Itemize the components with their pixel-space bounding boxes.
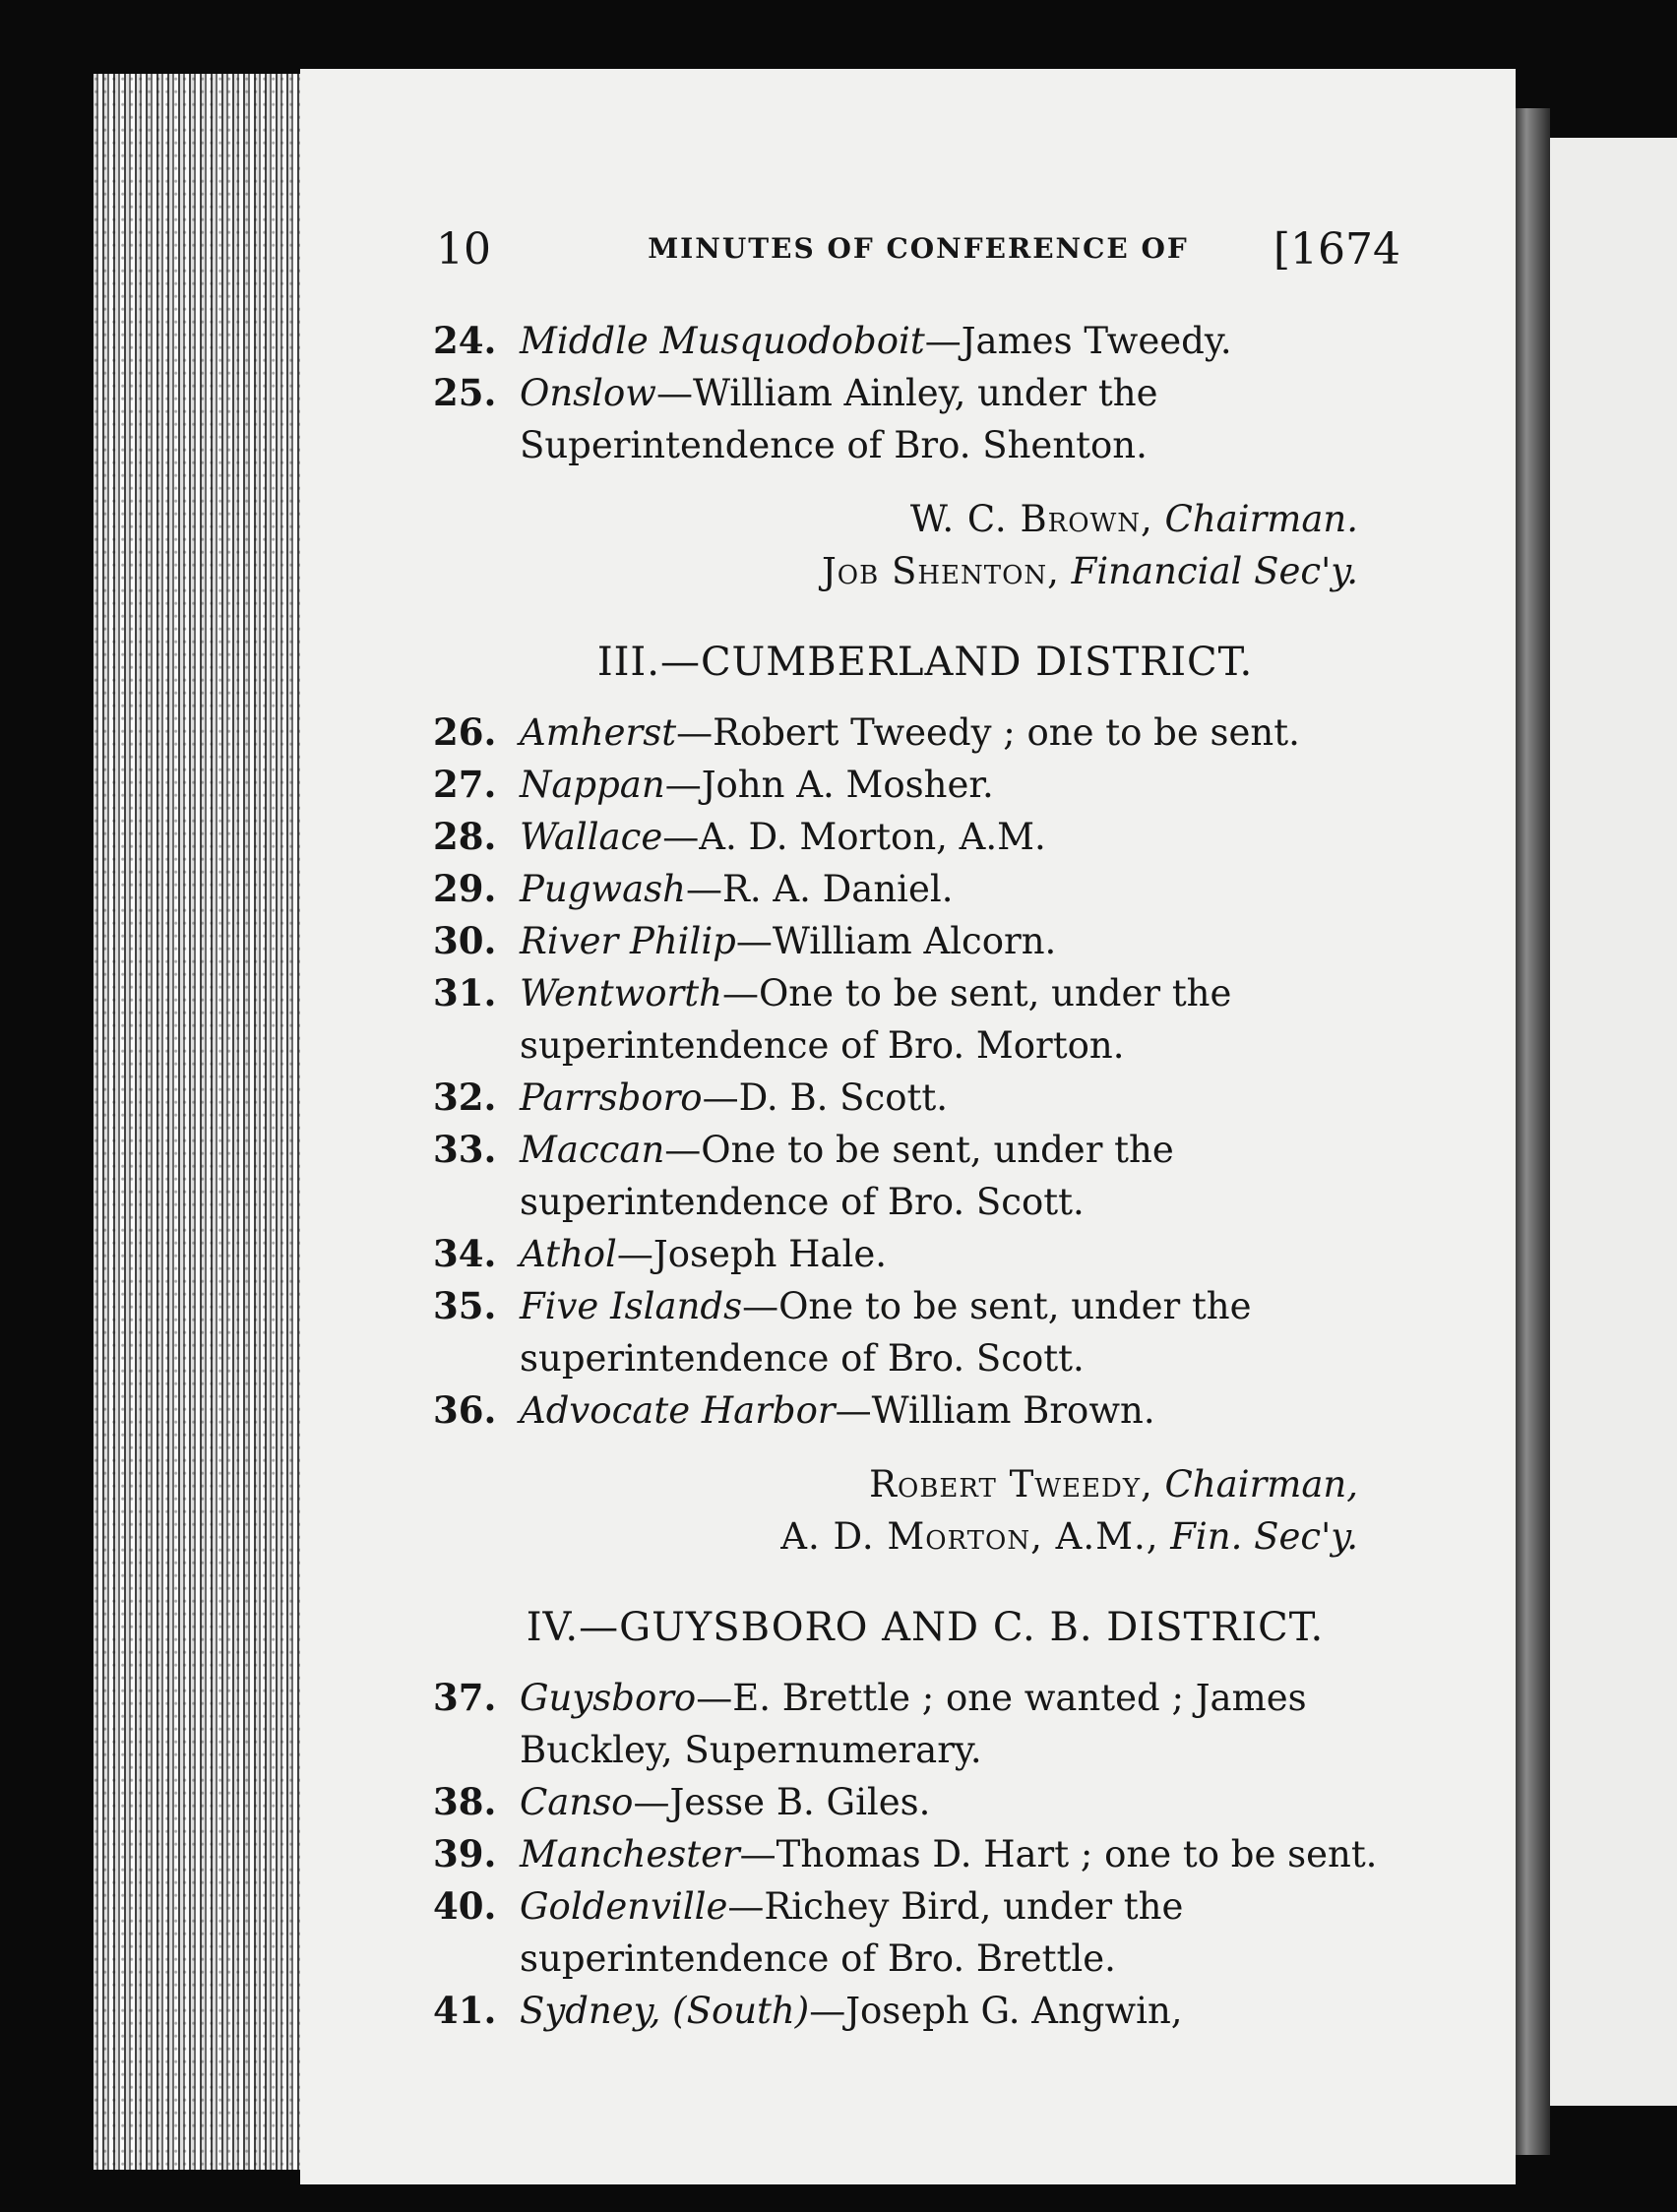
page-content (433, 315, 1417, 2037)
entry-text: —R. A. Daniel. (685, 868, 954, 910)
list-item (433, 1384, 1417, 1437)
list-item (433, 1280, 1417, 1384)
entry-number: 39. (433, 1832, 497, 1875)
entry-number: 28. (433, 815, 497, 858)
district-heading: IV.—GUYSBORO AND C. B. DISTRICT. (526, 1605, 1325, 1650)
book-spine (1511, 108, 1550, 2155)
entry-text: —Thomas D. Hart ; one to be sent. (739, 1833, 1378, 1875)
district-heading: III.—CUMBERLAND DISTRICT. (596, 640, 1254, 685)
place-name: Nappan (520, 764, 665, 806)
entry-text: —William Alcorn. (735, 920, 1057, 962)
place-name: Athol (520, 1233, 617, 1275)
place-name: Wallace (520, 816, 663, 858)
entry-text: —Joseph Hale. (616, 1233, 887, 1275)
place-name: Manchester (520, 1833, 740, 1875)
signatory-role: Chairman, (1164, 1463, 1358, 1505)
list-item (433, 315, 1417, 367)
list-item (433, 1228, 1417, 1280)
signatory-name: W. C. Brown, (909, 498, 1153, 540)
place-name: Middle Musquodoboit (520, 320, 925, 362)
list-item (433, 811, 1417, 863)
list-item (433, 1880, 1417, 1985)
entry-number: 37. (433, 1676, 497, 1719)
list-item (433, 367, 1417, 471)
signatory-name: Job Shenton, (821, 550, 1060, 592)
entry-number: 40. (433, 1884, 497, 1928)
facing-page-edge (1550, 138, 1677, 2106)
list-item (433, 1828, 1417, 1880)
entry-text: —A. D. Morton, A.M. (662, 816, 1046, 858)
list-item (433, 915, 1417, 967)
place-name: Advocate Harbor (520, 1389, 836, 1432)
book-page-edges (93, 74, 330, 2170)
entry-text: —John A. Mosher. (664, 764, 994, 806)
signature-line (433, 1510, 1417, 1563)
entry-text: —Joseph G. Angwin, (809, 1990, 1183, 2032)
place-name: Goldenville (520, 1885, 728, 1928)
section3-entries (433, 707, 1417, 1437)
list-item (433, 967, 1417, 1072)
list-item (433, 1776, 1417, 1828)
place-name: Canso (520, 1781, 634, 1823)
place-name: Sydney, (South) (520, 1990, 810, 2032)
entry-number: 26. (433, 710, 497, 754)
entry-number: 29. (433, 867, 497, 910)
place-name: Five Islands (520, 1285, 743, 1327)
section2-entries (433, 315, 1417, 471)
place-name: Pugwash (520, 868, 686, 910)
page-year: [1674 (1273, 224, 1400, 275)
place-name: River Philip (520, 920, 736, 962)
entry-text: —Jesse B. Giles. (633, 1781, 931, 1823)
signatory-role: Chairman. (1164, 498, 1358, 540)
entry-number: 25. (433, 371, 497, 414)
page-number: 10 (436, 224, 491, 275)
place-name: Maccan (520, 1129, 665, 1171)
entry-text: —One to be sent, under the superintendence of Bro. Scott. (520, 1285, 1252, 1380)
place-name: Parrsboro (520, 1076, 703, 1119)
entry-text: —One to be sent, under the superintendence of Bro. Scott. (520, 1129, 1174, 1223)
entry-text: —Richey Bird, under the superintendence of Bro. Brettle. (520, 1885, 1184, 1980)
entry-number: 33. (433, 1128, 497, 1171)
place-name: Guysboro (520, 1677, 697, 1719)
place-name: Onslow (520, 372, 656, 414)
list-item (433, 707, 1417, 759)
signature-line (433, 493, 1417, 545)
entry-number: 31. (433, 971, 497, 1014)
entry-number: 35. (433, 1284, 497, 1327)
book-page (300, 69, 1516, 2184)
signatory-role: Financial Sec'y. (1071, 550, 1358, 592)
signature-line (433, 545, 1417, 597)
entry-text: —William Ainley, under the Superintendence of Bro. Shenton. (520, 372, 1158, 466)
entry-number: 41. (433, 1989, 497, 2032)
entry-number: 38. (433, 1780, 497, 1823)
entry-text: —James Tweedy. (924, 320, 1232, 362)
list-item (433, 759, 1417, 811)
entry-number: 30. (433, 919, 497, 962)
page-header (436, 224, 1400, 283)
entry-text: —One to be sent, under the superintendence of Bro. Morton. (520, 972, 1232, 1067)
entry-number: 24. (433, 319, 497, 362)
place-name: Amherst (520, 711, 677, 754)
section4-entries (433, 1672, 1417, 2037)
signatory-name: A. D. Morton, A.M., (780, 1515, 1159, 1558)
entry-number: 34. (433, 1232, 497, 1275)
list-item (433, 1124, 1417, 1228)
entry-text: —E. Brettle ; one wanted ; James Buckley, Supernumerary. (520, 1677, 1307, 1771)
list-item (433, 863, 1417, 915)
list-item (433, 1985, 1417, 2037)
signatory-role: Fin. Sec'y. (1170, 1515, 1358, 1558)
entry-number: 32. (433, 1075, 497, 1119)
entry-text: —William Brown. (835, 1389, 1155, 1432)
list-item (433, 1672, 1417, 1776)
signatory-name: Robert Tweedy, (869, 1463, 1153, 1505)
running-title: MINUTES OF CONFERENCE OF (648, 232, 1189, 265)
entry-text: —D. B. Scott. (702, 1076, 949, 1119)
entry-number: 36. (433, 1388, 497, 1432)
signature-line (433, 1458, 1417, 1510)
entry-text: —Robert Tweedy ; one to be sent. (676, 711, 1300, 754)
place-name: Wentworth (520, 972, 722, 1014)
list-item (433, 1072, 1417, 1124)
entry-number: 27. (433, 763, 497, 806)
